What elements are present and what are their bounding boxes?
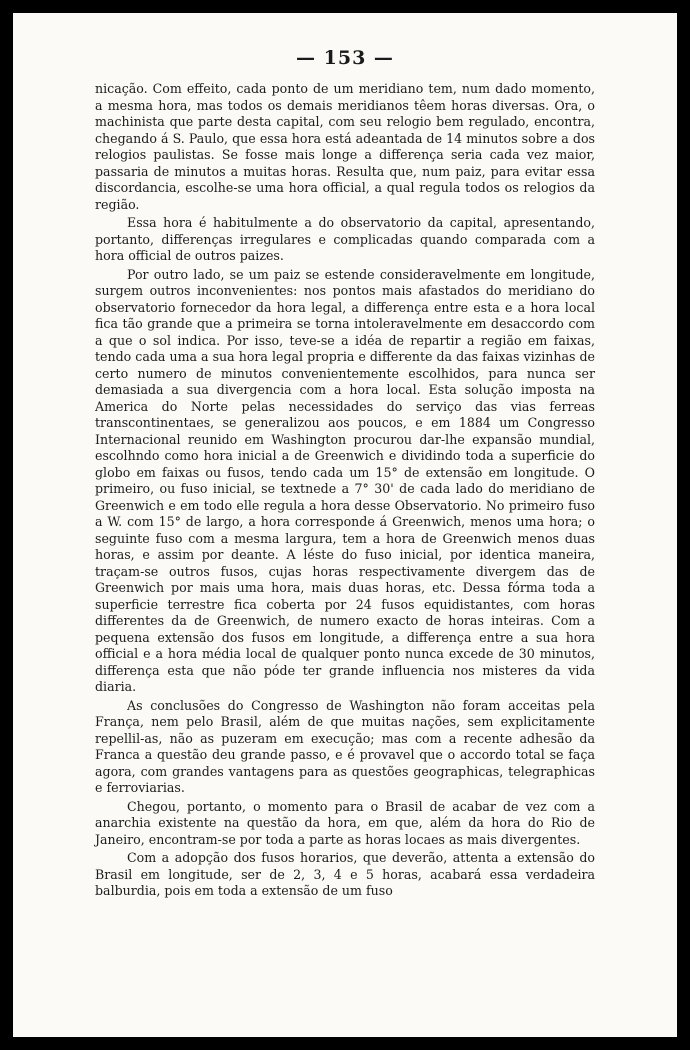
page-number: — 153 — — [296, 47, 394, 69]
paragraph: Essa hora é habitulmente a do observatorio da capital, apresentando, portanto, differenças irregulares e complicadas quando comparada com a hora official de outros paizes. — [95, 215, 595, 263]
scanned-page — [13, 13, 677, 1037]
page-body — [95, 81, 595, 902]
paragraph: Por outro lado, se um paiz se estende consideravelmente em longitude, surgem outros inconvenientes: nos pontos mais afastados do meridiano do observatorio fornecedor da hora legal, a differença entre esta e a hora local fica tão grande que a primeira se torna intoleravelmente em desaccordo com a que o sol indica. Por isso, teve-se a idéa de repartir a região em faixas, tendo cada uma a sua hora legal propria e differente da das faixas vizinhas de certo numero de minutos convenientemente escolhidos, para nunca ser demasiada a sua divergencia com a hora local. Esta solução imposta na America do Norte pelas necessidades do serviço das vias ferreas transcontinentaes, se generalizou aos poucos, e em 1884 um Congresso Internacional reunido em Washington procurou dar-lhe expansão mundial, escolhndo como hora inicial a de Greenwich e dividindo toda a superficie do globo em faixas ou fusos, tendo cada um 15° de extensão em longitude. O primeiro, ou fuso inicial, se textnede a 7° 30' de cada lado do meridiano de Greenwich e em todo elle regula a hora desse Observatorio. No primeiro fuso a W. com 15° de largo, a hora corresponde á Greenwich, menos uma hora; o seguinte fuso com a mesma largura, tem a hora de Greenwich menos duas horas, e assim por deante. A léste do fuso inicial, por identica maneira, traçam-se outros fusos, cujas horas respectivamente divergem das de Greenwich por mais uma hora, mais duas horas, etc. Dessa fórma toda a superficie terrestre fica coberta por 24 fusos equidistantes, com horas differentes da de Greenwich, de numero exacto de horas inteiras. Com a pequena extensão dos fusos em longitude, a differença entre a sua hora official e a hora média local de qualquer ponto nunca excede de 30 minutos, differença esta que não póde ter grande influencia nos misteres da vida diaria. — [95, 266, 595, 694]
paragraph-continuation: nicação. Com effeito, cada ponto de um meridiano tem, num dado momento, a mesma hora, mas todos os demais meridianos têem horas diversas. Ora, o machinista que parte desta capital, com seu relogio bem regulado, encontra, chegando á S. Paulo, que essa hora está adeantada de 14 minutos sobre a dos relogios paulistas. Se fosse mais longe a differença seria cada vez maior, passaria de minutos a muitas horas. Resulta que, num paiz, para evitar essa discordancia, escolhe-se uma hora official, a qual regula todos os relogios da região. — [95, 81, 595, 212]
paragraph: As conclusões do Congresso de Washington não foram acceitas pela França, nem pelo Brasil, além de que muitas nações, sem explicitamente repellil-as, não as puzeram em execução; mas com a recente adhesão da Franca a questão deu grande passo, e é provavel que o accordo total se faça agora, com grandes vantagens para as questões geographicas, telegraphicas e ferroviarias. — [95, 697, 595, 795]
paragraph: Chegou, portanto, o momento para o Brasil de acabar de vez com a anarchia existente na questão da hora, em que, além da hora do Rio de Janeiro, encontram-se por toda a parte as horas locaes as mais divergentes. — [95, 798, 595, 847]
paragraph: Com a adopção dos fusos horarios, que deverão, attenta a extensão do Brasil em longitude, ser de 2, 3, 4 e 5 horas, acabará essa verdadeira balburdia, pois em toda a extensão de um fuso — [95, 850, 595, 898]
